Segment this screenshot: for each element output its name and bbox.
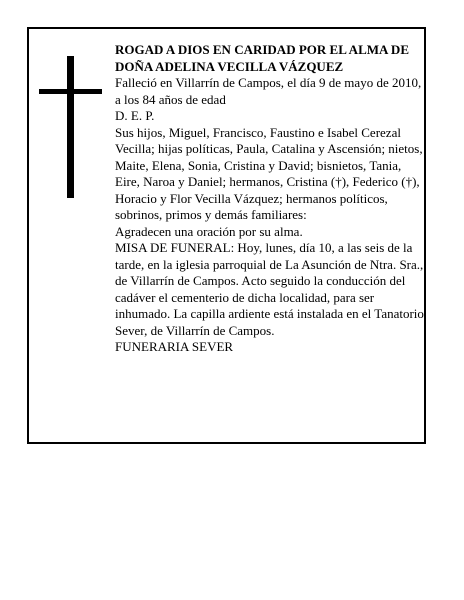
family-list: Sus hijos, Miguel, Francisco, Faustino e Isabel Cerezal Vecilla; hijas políticas, Paula, Catalina y Ascensión; nietos, Maite, Elena, Sonia, Cristina y David; bisnietos, Tania, Eire, Naroa y Daniel; hermanos, Cristina (†), Federico (†), Horacio y Flor Vecilla Vázquez; hermanos políticos, sobrinos, primos y demás familiares:	[115, 124, 423, 222]
prayer-heading: ROGAD A DIOS EN CARIDAD POR EL ALMA DE	[115, 42, 409, 57]
thanks-text: Agradecen una oración por su alma.	[115, 223, 303, 239]
cross-icon-bar	[39, 89, 102, 94]
funeral-home: FUNERARIA SEVER	[115, 339, 234, 354]
cross-icon	[67, 56, 74, 198]
death-info: Falleció en Villarrín de Campos, el día 9 de mayo de 2010, a los 84 años de edad	[115, 75, 422, 107]
obituary-text	[115, 42, 425, 356]
obituary-notice	[27, 27, 426, 444]
deceased-name: DOÑA ADELINA VECILLA VÁZQUEZ	[115, 58, 344, 74]
funeral-mass-info: MISA DE FUNERAL: Hoy, lunes, día 10, a las seis de la tarde, en la iglesia parroquial de La Asunción de Ntra. Sra., de Villarrín de Campos. Acto seguido la conducción del cadáver el cementerio de dicha localidad, para ser inhumado. La capilla ardiente está instalada en el Tanatorio Sever, de Villarrín de Campos.	[115, 240, 424, 338]
dep-text: D. E. P.	[115, 108, 155, 123]
